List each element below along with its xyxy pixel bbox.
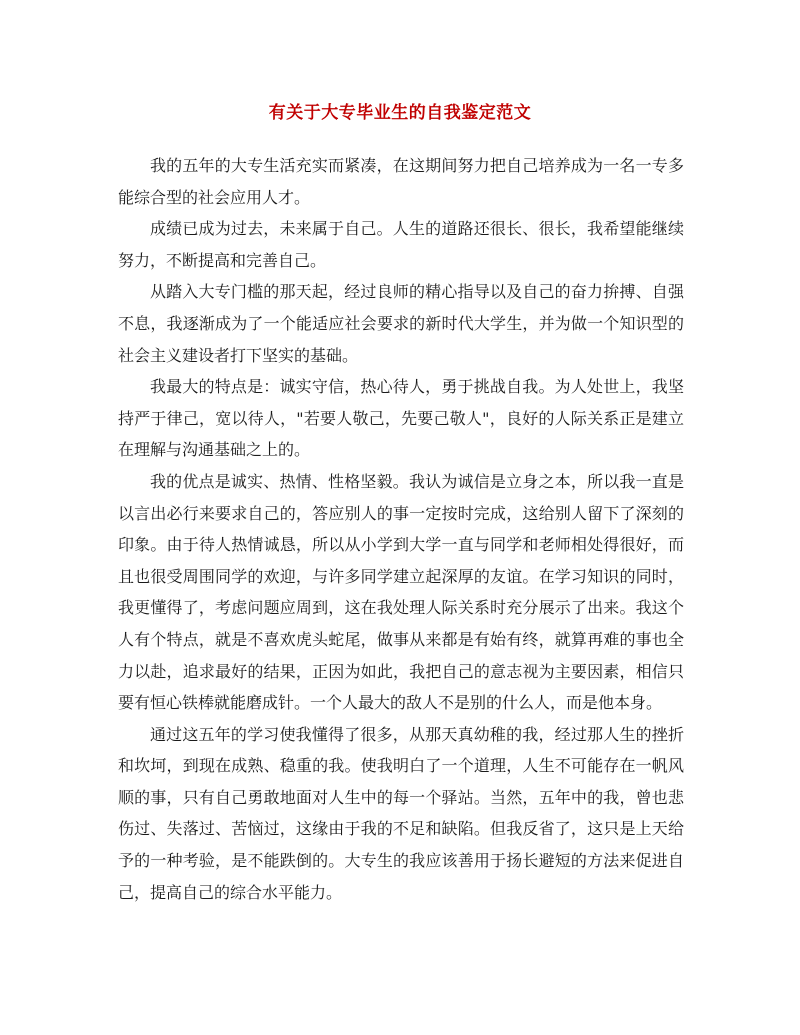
document-title: 有关于大专毕业生的自我鉴定范文 bbox=[268, 103, 532, 123]
paragraph: 通过这五年的学习使我懂得了很多，从那天真幼稚的我，经过那人生的挫折和坎坷，到现在成熟、稳重的我。使我明白了一个道理，人生不可能存在一帆风顺的事，只有自己勇敢地面对人生中的每一个驿站。当然，五年中的我，曾也悲伤过、失落过、苦恼过，这缘由于我的不足和缺陷。但我反省了，这只是上天给予的一种考验，是不能跌倒的。大专生的我应该善用于扬长避短的方法来促进自己，提高自己的综合水平能力。 bbox=[118, 724, 684, 902]
paragraph: 我最大的特点是：诚实守信，热心待人，勇于挑战自我。为人处世上，我坚持严于律己，宽以待人，"若要人敬己，先要己敬人"，良好的人际关系正是建立在理解与沟通基础之上的。 bbox=[118, 377, 684, 460]
paragraph: 我的优点是诚实、热情、性格坚毅。我认为诚信是立身之本，所以我一直是以言出必行来要求自己的，答应别人的事一定按时完成，这给别人留下了深刻的印象。由于待人热情诚恳，所以从小学到大学一直与同学和老师相处得很好，而且也很受周围同学的欢迎，与许多同学建立起深厚的友谊。在学习知识的同时，我更懂得了，考虑问题应周到，这在我处理人际关系时充分展示了出来。我这个人有个特点，就是不喜欢虎头蛇尾，做事从来都是有始有终，就算再难的事也全力以赴，追求最好的结果，正因为如此，我把自己的意志视为主要因素，相信只要有恒心铁棒就能磨成针。一个人最大的敌人不是别的什么人，而是他本身。 bbox=[118, 471, 684, 713]
paragraph: 从踏入大专门槛的那天起，经过良师的精心指导以及自己的奋力拚搏、自强不息，我逐渐成为了一个能适应社会要求的新时代大学生，并为做一个知识型的社会主义建设者打下坚实的基础。 bbox=[118, 282, 684, 365]
document-body bbox=[118, 150, 684, 908]
paragraph: 成绩已成为过去，未来属于自己。人生的道路还很长、很长，我希望能继续努力，不断提高和完善自己。 bbox=[118, 219, 684, 270]
paragraph: 我的五年的大专生活充实而紧凑，在这期间努力把自己培养成为一名一专多能综合型的社会应用人才。 bbox=[118, 156, 684, 207]
